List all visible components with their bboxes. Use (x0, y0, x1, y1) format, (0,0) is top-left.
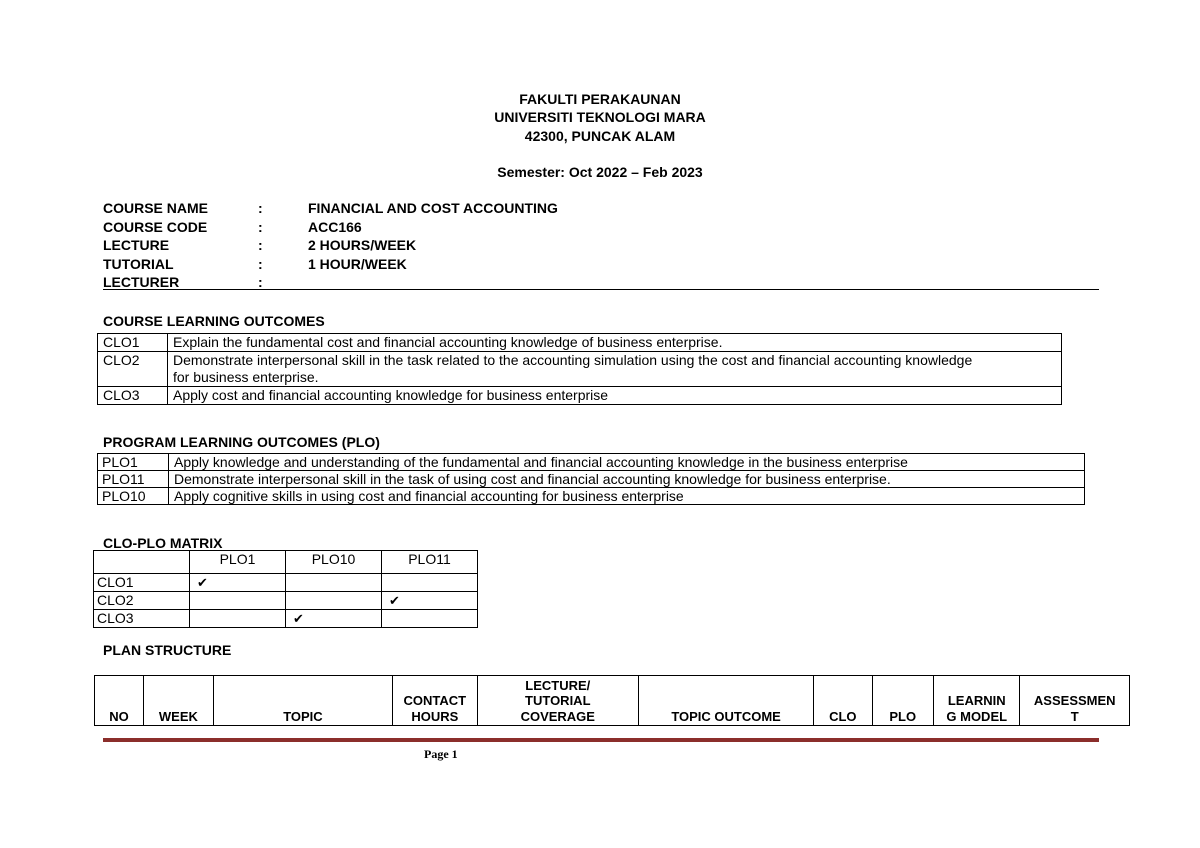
clo-code: CLO3 (98, 387, 168, 405)
matrix-col-header: PLO10 (286, 551, 382, 574)
matrix-cell (382, 574, 478, 592)
matrix-corner (94, 551, 190, 574)
table-row (95, 676, 1130, 726)
table-row (98, 352, 1062, 387)
semester: Semester: Oct 2022 – Feb 2023 (497, 164, 703, 180)
matrix-row-label: CLO1 (94, 574, 190, 592)
table-row (98, 454, 1085, 471)
plo-text: Apply cognitive skills in using cost and financial accounting for business enterprise (169, 488, 1085, 505)
clo-text: Demonstrate interpersonal skill in the task related to the accounting simulation using the cost and financial accounting knowledge for business enterprise. (168, 352, 1062, 387)
check-icon: ✔ (197, 575, 208, 590)
plan-header (872, 676, 933, 726)
table-row (94, 551, 478, 574)
info-sep: : (258, 255, 263, 272)
plan-header-line: LEARNIN (947, 693, 1006, 708)
course-info (103, 199, 558, 292)
plan-header-line: TOPIC (283, 708, 323, 724)
matrix-cell (190, 592, 286, 610)
table-row (94, 610, 478, 628)
info-key: COURSE CODE (103, 218, 208, 235)
info-sep: : (258, 200, 263, 216)
clo-text: Explain the fundamental cost and financial accounting knowledge of business enterprise. (168, 334, 1062, 352)
plo-code: PLO10 (98, 488, 169, 505)
header-divider (103, 289, 1099, 290)
matrix-row-label: CLO2 (94, 592, 190, 610)
plo-title: PROGRAM LEARNING OUTCOMES (PLO) (103, 434, 380, 450)
plan-header-line: CONTACT (403, 693, 467, 708)
course-info-row (103, 199, 558, 218)
plan-header (393, 676, 477, 726)
info-key: LECTURE (103, 237, 170, 253)
plan-header-line: PLO (889, 708, 917, 724)
plan-header-line: LECTURE/ (525, 677, 591, 693)
clo-title: COURSE LEARNING OUTCOMES (103, 313, 325, 329)
plan-header (95, 676, 144, 726)
matrix-cell (190, 574, 286, 592)
course-info-row (103, 255, 558, 274)
plan-header-line: ASSESSMEN (1033, 693, 1116, 708)
table-row (98, 387, 1062, 405)
table-row (94, 574, 478, 592)
info-value: FINANCIAL AND COST ACCOUNTING (308, 200, 558, 216)
plan-header (639, 676, 814, 726)
matrix-row-label: CLO3 (94, 610, 190, 628)
table-row (98, 471, 1085, 488)
info-key: TUTORIAL (103, 255, 174, 272)
info-value: ACC166 (308, 218, 362, 235)
plan-header (814, 676, 872, 726)
plo-code: PLO11 (98, 471, 169, 488)
info-sep: : (258, 218, 263, 235)
check-icon: ✔ (389, 593, 400, 608)
table-row (98, 334, 1062, 352)
plo-code: PLO1 (98, 454, 169, 471)
course-info-row (103, 236, 558, 255)
clo-code: CLO1 (98, 334, 168, 352)
plo-table (97, 453, 1085, 505)
matrix-cell (382, 592, 478, 610)
plan-header (213, 676, 392, 726)
plan-header-line: HOURS (411, 708, 459, 724)
plan-header (933, 676, 1020, 726)
matrix-cell (286, 574, 382, 592)
info-value: 2 HOURS/WEEK (308, 237, 417, 253)
footer-bar (103, 738, 1099, 742)
plan-header-line: CLO (829, 708, 857, 724)
table-row (94, 592, 478, 610)
plo-text: Apply knowledge and understanding of the fundamental and financial accounting knowledge in the business enterprise (169, 454, 1085, 471)
clo-table (97, 333, 1062, 405)
clo-code: CLO2 (98, 352, 168, 387)
plan-header-line: G MODEL (946, 708, 1008, 724)
plan-structure-table (94, 675, 1130, 726)
plan-header (1020, 676, 1130, 726)
matrix-col-header: PLO11 (382, 551, 478, 574)
plan-header-line: COVERAGE (520, 708, 595, 724)
matrix-cell (382, 610, 478, 628)
info-sep: : (258, 237, 263, 253)
page-number: Page 1 (424, 747, 458, 761)
plan-header-line: NO (109, 708, 129, 724)
clo-text: Apply cost and financial accounting knowledge for business enterprise (168, 387, 1062, 405)
info-key: LECTURER (103, 274, 180, 290)
plan-header (477, 676, 639, 726)
matrix-title: CLO-PLO MATRIX (103, 535, 223, 551)
plan-header-line: T (1070, 708, 1079, 724)
plan-title: PLAN STRUCTURE (103, 642, 232, 658)
matrix-cell (286, 610, 382, 628)
clo-plo-matrix (93, 550, 478, 628)
info-key: COURSE NAME (103, 200, 209, 216)
matrix-cell (286, 592, 382, 610)
plan-header-line: TUTORIAL (525, 693, 591, 708)
matrix-col-header: PLO1 (190, 551, 286, 574)
check-icon: ✔ (293, 611, 304, 626)
course-info-row (103, 218, 558, 237)
info-sep: : (258, 274, 263, 290)
university-name: UNIVERSITI TEKNOLOGI MARA (494, 109, 706, 125)
matrix-cell (190, 610, 286, 628)
faculty-name: FAKULTI PERAKAUNAN (519, 91, 681, 107)
plan-header-line: WEEK (158, 708, 198, 724)
address: 42300, PUNCAK ALAM (524, 128, 676, 144)
plo-text: Demonstrate interpersonal skill in the task of using cost and financial accounting knowledge for business enterprise. (169, 471, 1085, 488)
table-row (98, 488, 1085, 505)
plan-header-line: TOPIC OUTCOME (671, 708, 781, 724)
plan-header (143, 676, 213, 726)
info-value: 1 HOUR/WEEK (308, 255, 407, 272)
